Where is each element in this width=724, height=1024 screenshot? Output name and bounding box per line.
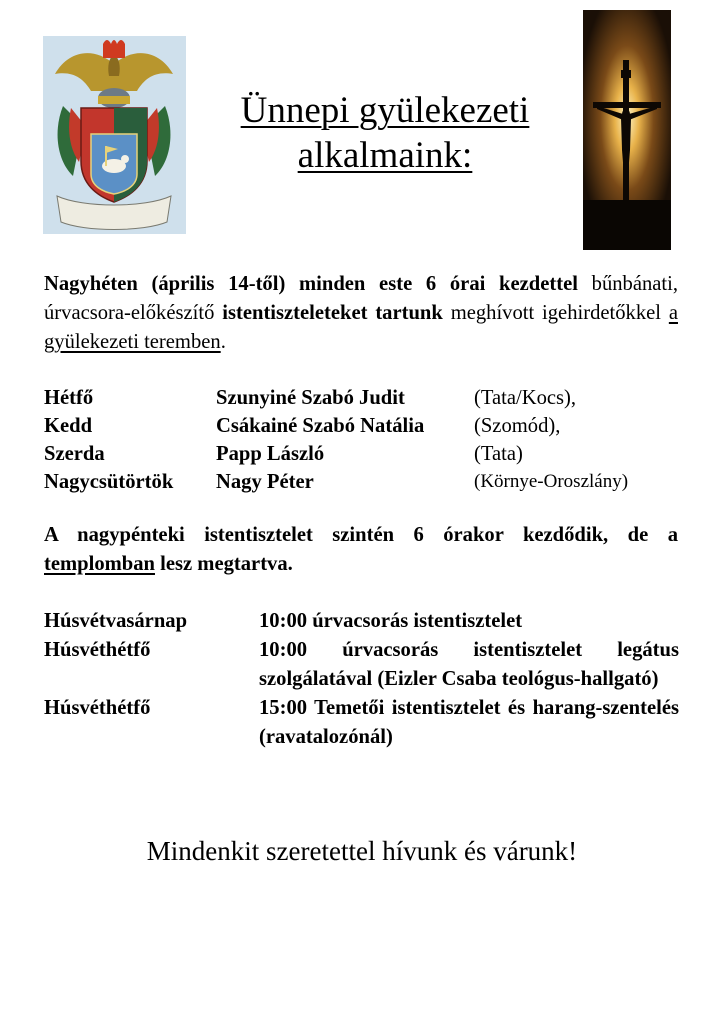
intro-bold-3: istentiszteleteket tartunk bbox=[222, 302, 443, 324]
easter-day: Húsvéthétfő bbox=[44, 697, 151, 719]
good-friday-text-1: A nagypénteki istentisztelet szintén 6 órakor kezdődik, de a bbox=[44, 524, 678, 546]
good-friday-paragraph bbox=[44, 521, 678, 579]
schedule-place: (Szomód), bbox=[474, 415, 561, 437]
good-friday-text-3: lesz megtartva. bbox=[160, 553, 293, 575]
schedule-day: Hétfő bbox=[44, 387, 94, 409]
schedule-place: (Környe-Oroszlány) bbox=[474, 471, 629, 492]
closing-invitation: Mindenkit szeretettel hívunk és várunk! bbox=[146, 836, 578, 866]
intro-location: a gyülekezeti teremben bbox=[44, 302, 678, 353]
intro-period: . bbox=[220, 331, 226, 353]
schedule-day: Nagycsütörtök bbox=[44, 471, 174, 493]
easter-row bbox=[44, 694, 680, 752]
schedule-day: Kedd bbox=[44, 415, 93, 437]
coat-of-arms-image bbox=[43, 36, 186, 234]
schedule-day: Szerda bbox=[44, 443, 105, 465]
title-line-1: Ünnepi gyülekezeti bbox=[240, 90, 530, 131]
schedule-row bbox=[44, 468, 684, 496]
page-title bbox=[190, 88, 580, 178]
intro-text-2: bűnbánati, úrvacsora-előkészítő bbox=[44, 273, 678, 324]
easter-day: Húsvétvasárnap bbox=[44, 610, 188, 632]
schedule-preacher: Szunyiné Szabó Judit bbox=[216, 387, 405, 409]
holy-week-paragraph bbox=[44, 270, 678, 357]
schedule-place: (Tata) bbox=[474, 443, 523, 465]
good-friday-location: templomban bbox=[44, 553, 155, 575]
schedule-row bbox=[44, 412, 684, 440]
easter-desc: 10:00 úrvacsorás istentisztelet bbox=[259, 610, 523, 632]
schedule-preacher: Nagy Péter bbox=[216, 471, 314, 493]
crucifix-image bbox=[583, 10, 671, 250]
schedule-preacher: Csákainé Szabó Natália bbox=[216, 415, 425, 437]
holy-week-schedule bbox=[44, 384, 684, 496]
easter-row bbox=[44, 636, 680, 694]
easter-row bbox=[44, 607, 680, 636]
easter-desc: 10:00 úrvacsorás istentisztelet legátus szolgálatával (Eizler Csaba teológus-hallgató) bbox=[259, 639, 679, 690]
title-line-2: alkalmaink: bbox=[297, 135, 473, 176]
easter-schedule bbox=[44, 607, 680, 752]
schedule-row bbox=[44, 384, 684, 412]
schedule-preacher: Papp László bbox=[216, 443, 325, 465]
schedule-place: (Tata/Kocs), bbox=[474, 387, 577, 409]
intro-bold-1: Nagyhéten (április 14-től) minden este 6 órai kezdettel bbox=[44, 273, 578, 295]
easter-desc: 15:00 Temetői istentisztelet és harang-szentelés (ravatalozónál) bbox=[259, 697, 679, 748]
schedule-row bbox=[44, 440, 684, 468]
intro-text-4: meghívott igehirdetőkkel bbox=[450, 302, 661, 324]
easter-day: Húsvéthétfő bbox=[44, 639, 151, 661]
